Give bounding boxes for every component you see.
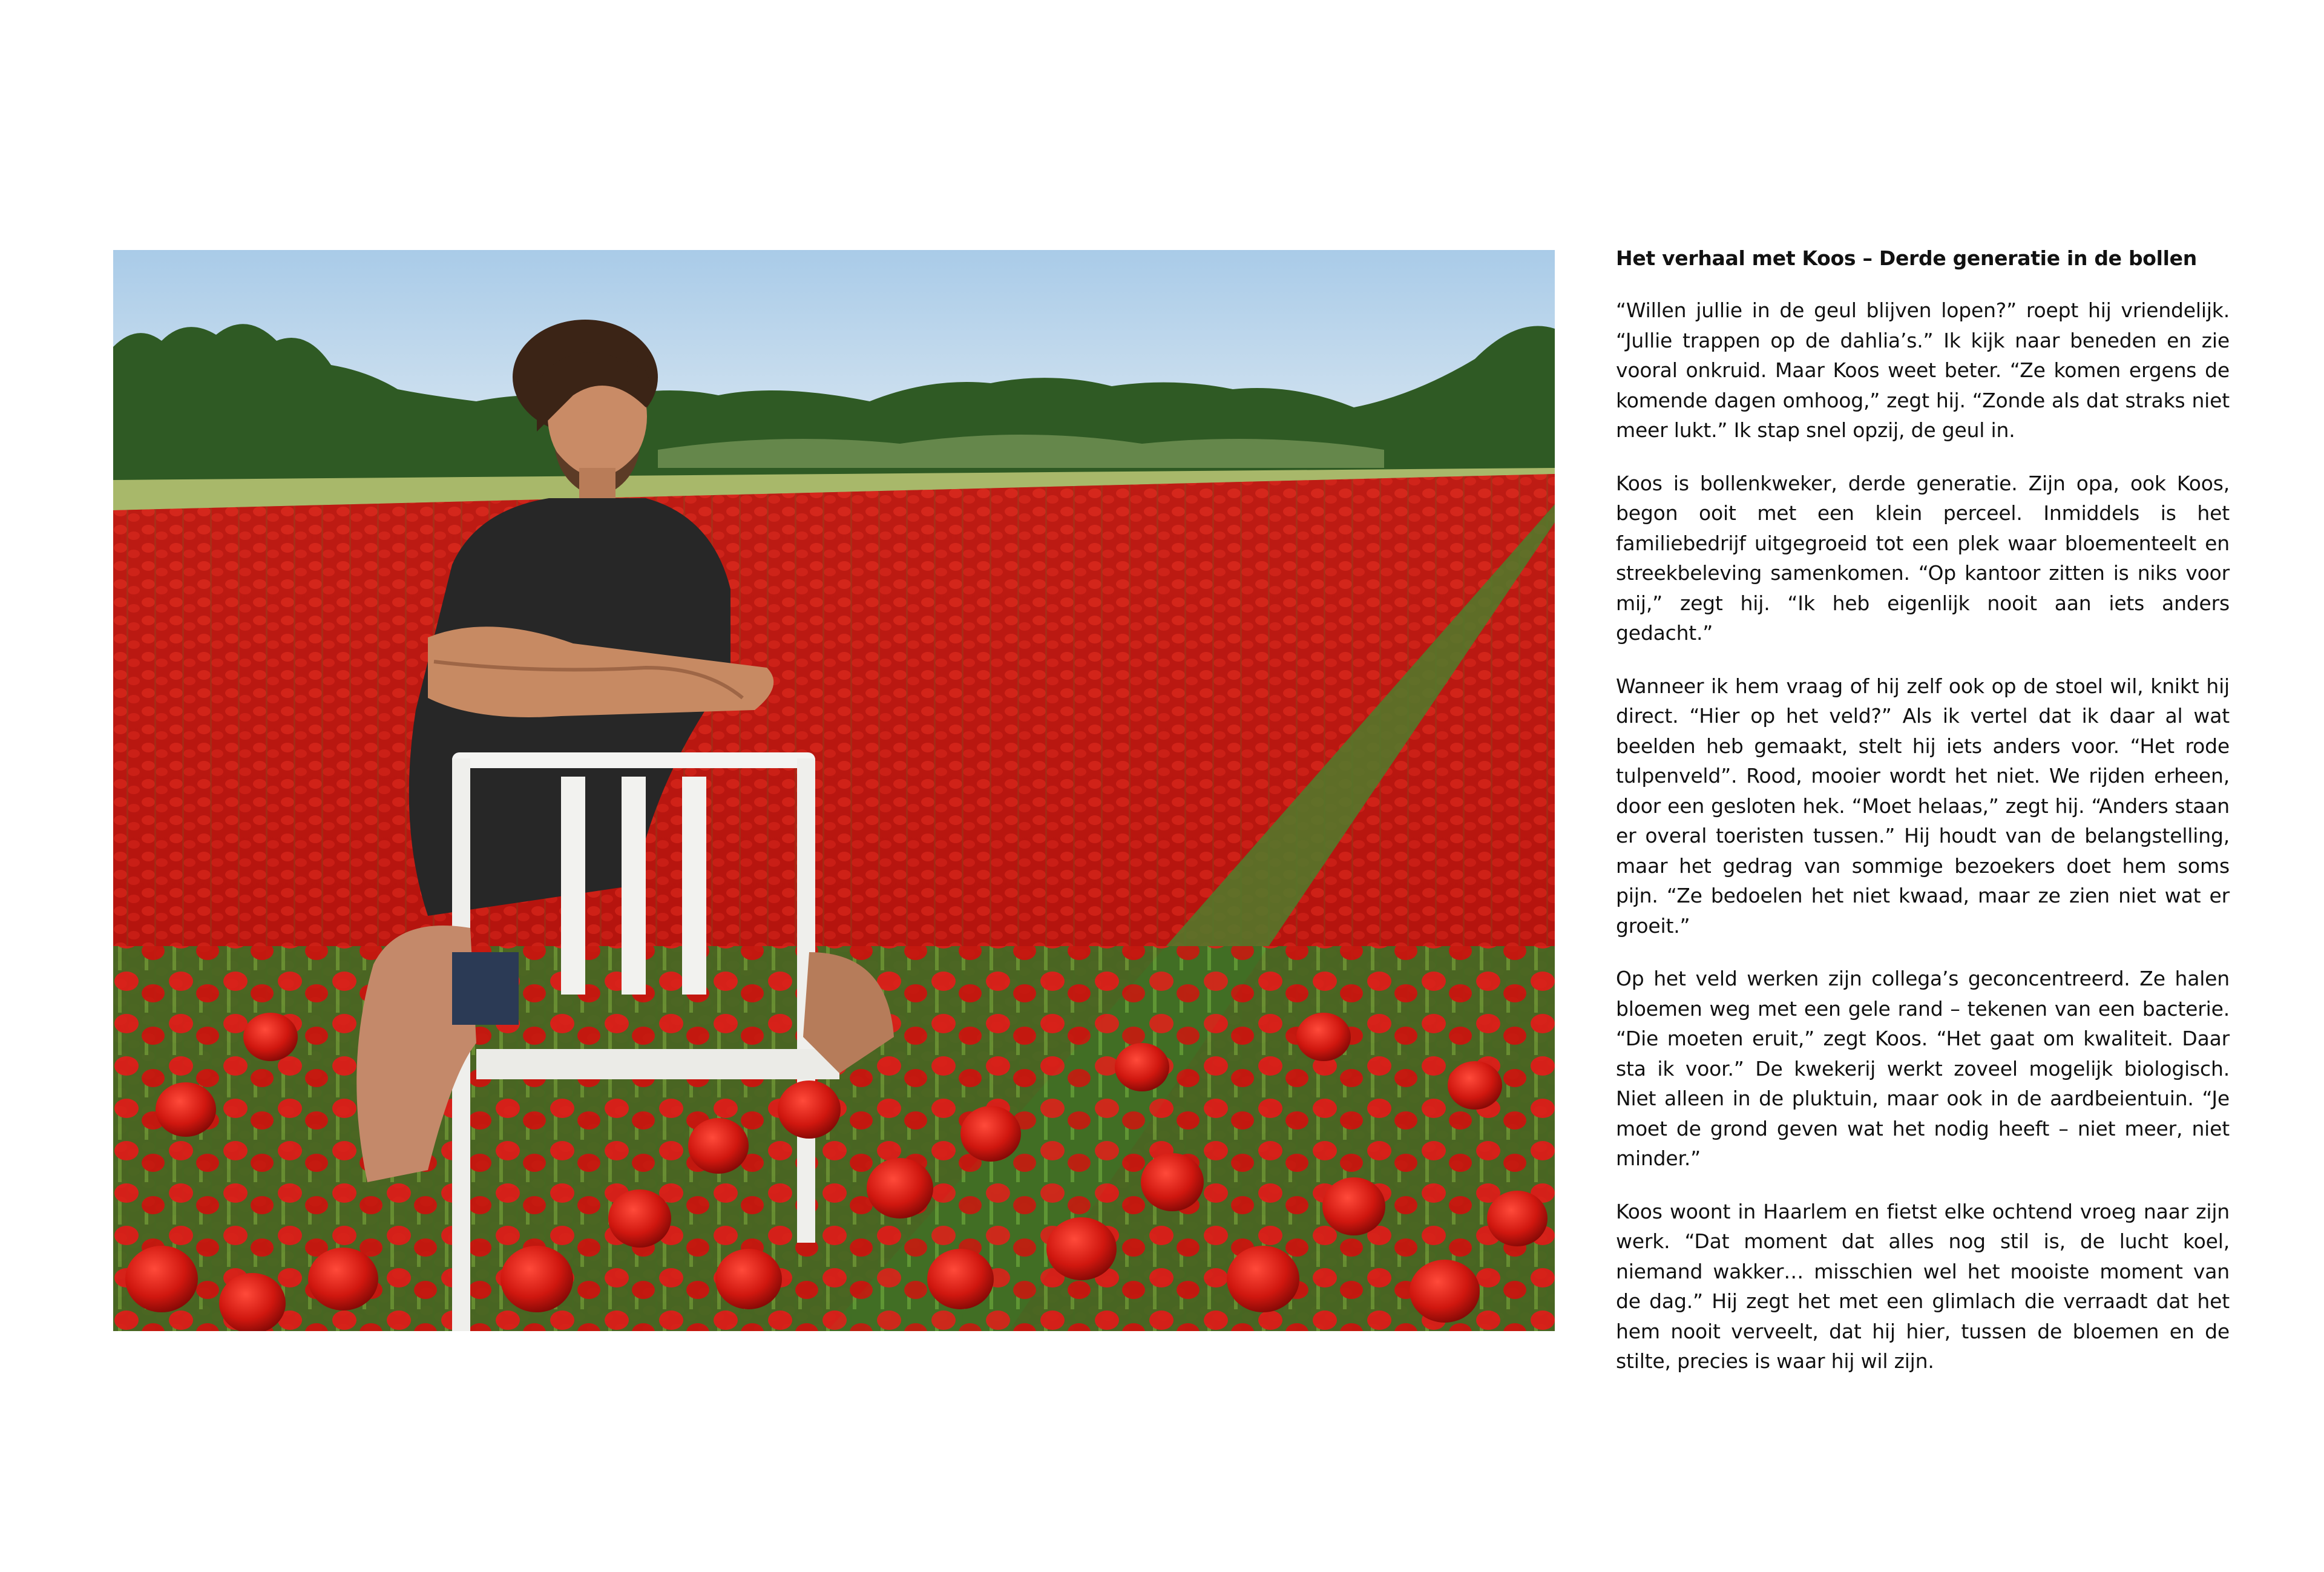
article-paragraph: “Willen jullie in de geul blijven lopen?” roept hij vriendelijk. “Jullie trappen op de dahlia’s.” Ik kijk naar beneden en zie vooral onkruid. Maar Koos weet beter. “Ze komen ergens de komende dagen omhoog,” zegt hij. “Zonde als dat straks niet meer lukt.” Ik stap snel opzij, de geul in.	[1616, 298, 2230, 442]
article-paragraph: Op het veld werken zijn collega’s geconcentreerd. Ze halen bloemen weg met een gele rand – tekenen van een bacterie. “Die moeten eruit,” zegt Koos. “Het gaat om kwaliteit. Daar sta ik voor.” De kwekerij werkt zoveel mogelijk biologisch. Niet alleen in de pluktuin, maar ook in de aardbeientuin. “Je moet de grond geven wat het nodig heeft – niet meer, niet minder.”	[1616, 967, 2230, 1170]
article-paragraph: Koos is bollenkweker, derde generatie. Zijn opa, ook Koos, begon ooit met een klein perceel. Inmiddels is het familiebedrijf uitgegroeid tot een plek waar bloementeelt en streekbeleving samenkomen. “Op kantoor zitten is niks voor mij,” zegt hij. “Ik heb eigenlijk nooit aan iets anders gedacht.”	[1616, 471, 2230, 645]
article	[1616, 245, 2230, 1399]
article-body	[1616, 295, 2230, 1376]
tulip-field-portrait-photo	[113, 250, 1555, 1331]
article-paragraph: Wanneer ik hem vraag of hij zelf ook op de stoel wil, knikt hij direct. “Hier op het veld?” Als ik vertel dat ik daar al wat beelden heb gemaakt, stelt hij iets anders voor. “Het rode tulpenveld”. Rood, mooier wordt het niet. We rijden erheen, door een gesloten hek. “Moet helaas,” zegt hij. “Anders staan er overal toeristen tussen.” Hij houdt van de belangstelling, maar het gedrag van sommige bezoekers doet hem soms pijn. “Ze bedoelen het niet kwaad, maar ze zien niet wat er groeit.”	[1616, 674, 2230, 938]
article-title: Het verhaal met Koos – Derde generatie in de bollen	[1616, 246, 2197, 270]
article-paragraph: Koos woont in Haarlem en fietst elke ochtend vroeg naar zijn werk. “Dat moment dat alles nog stil is, de lucht koel, niemand wakker… misschien wel het mooiste moment van de dag.” Hij zegt het met een glimlach die verraadt dat het hem nooit verveelt, dat hij hier, tussen de bloemen en de stilte, precies is waar hij wil zijn.	[1616, 1199, 2230, 1373]
portrait-illustration	[113, 250, 1555, 1331]
